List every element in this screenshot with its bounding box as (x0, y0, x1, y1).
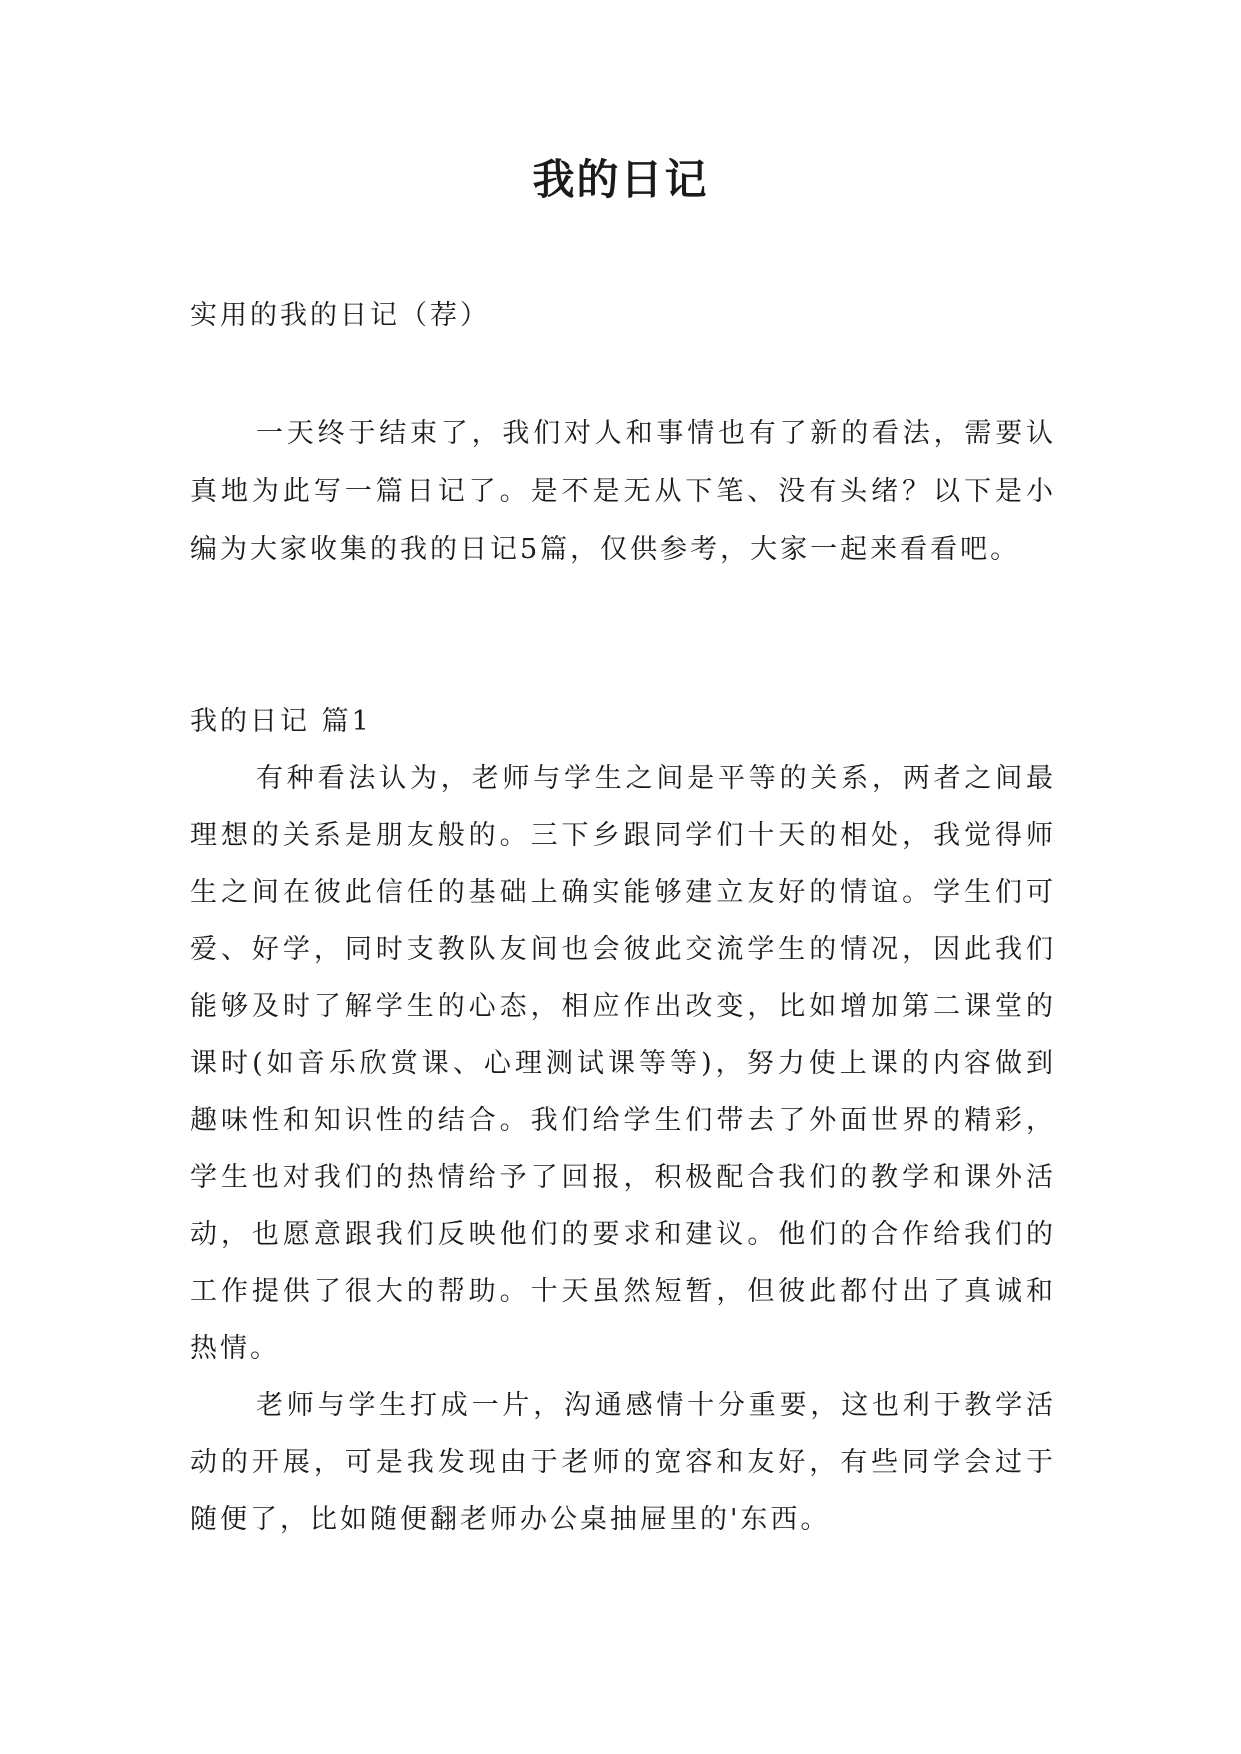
intro-paragraph: 一天终于结束了，我们对人和事情也有了新的看法，需要认真地为此写一篇日记了。是不是无从下笔、没有头绪？以下是小编为大家收集的我的日记5篇，仅供参考，大家一起来看看吧。 (190, 418, 1056, 565)
body-paragraph-1: 有种看法认为，老师与学生之间是平等的关系，两者之间最理想的关系是朋友般的。三下乡跟同学们十天的相处，我觉得师生之间在彼此信任的基础上确实能够建立友好的情谊。学生们可爱、好学，同时支教队友间也会彼此交流学生的情况，因此我们能够及时了解学生的心态，相应作出改变，比如增加第二课堂的课时(如音乐欣赏课、心理测试课等等)，努力使上课的内容做到趣味性和知识性的结合。我们给学生们带去了外面世界的精彩，学生也对我们的热情给予了回报，积极配合我们的教学和课外活动，也愿意跟我们反映他们的要求和建议。他们的合作给我们的工作提供了很大的帮助。十天虽然短暂，但彼此都付出了真诚和热情。 (190, 763, 1056, 1364)
document-title: 我的日记 (532, 155, 709, 204)
section-body (190, 750, 1056, 1548)
section-heading: 我的日记 篇1 (190, 706, 372, 737)
document-subtitle: 实用的我的日记（荐） (190, 300, 490, 331)
body-paragraph-2: 老师与学生打成一片，沟通感情十分重要，这也利于教学活动的开展，可是我发现由于老师的宽容和友好，有些同学会过于随便了，比如随便翻老师办公桌抽屉里的'东西。 (190, 1390, 1056, 1535)
